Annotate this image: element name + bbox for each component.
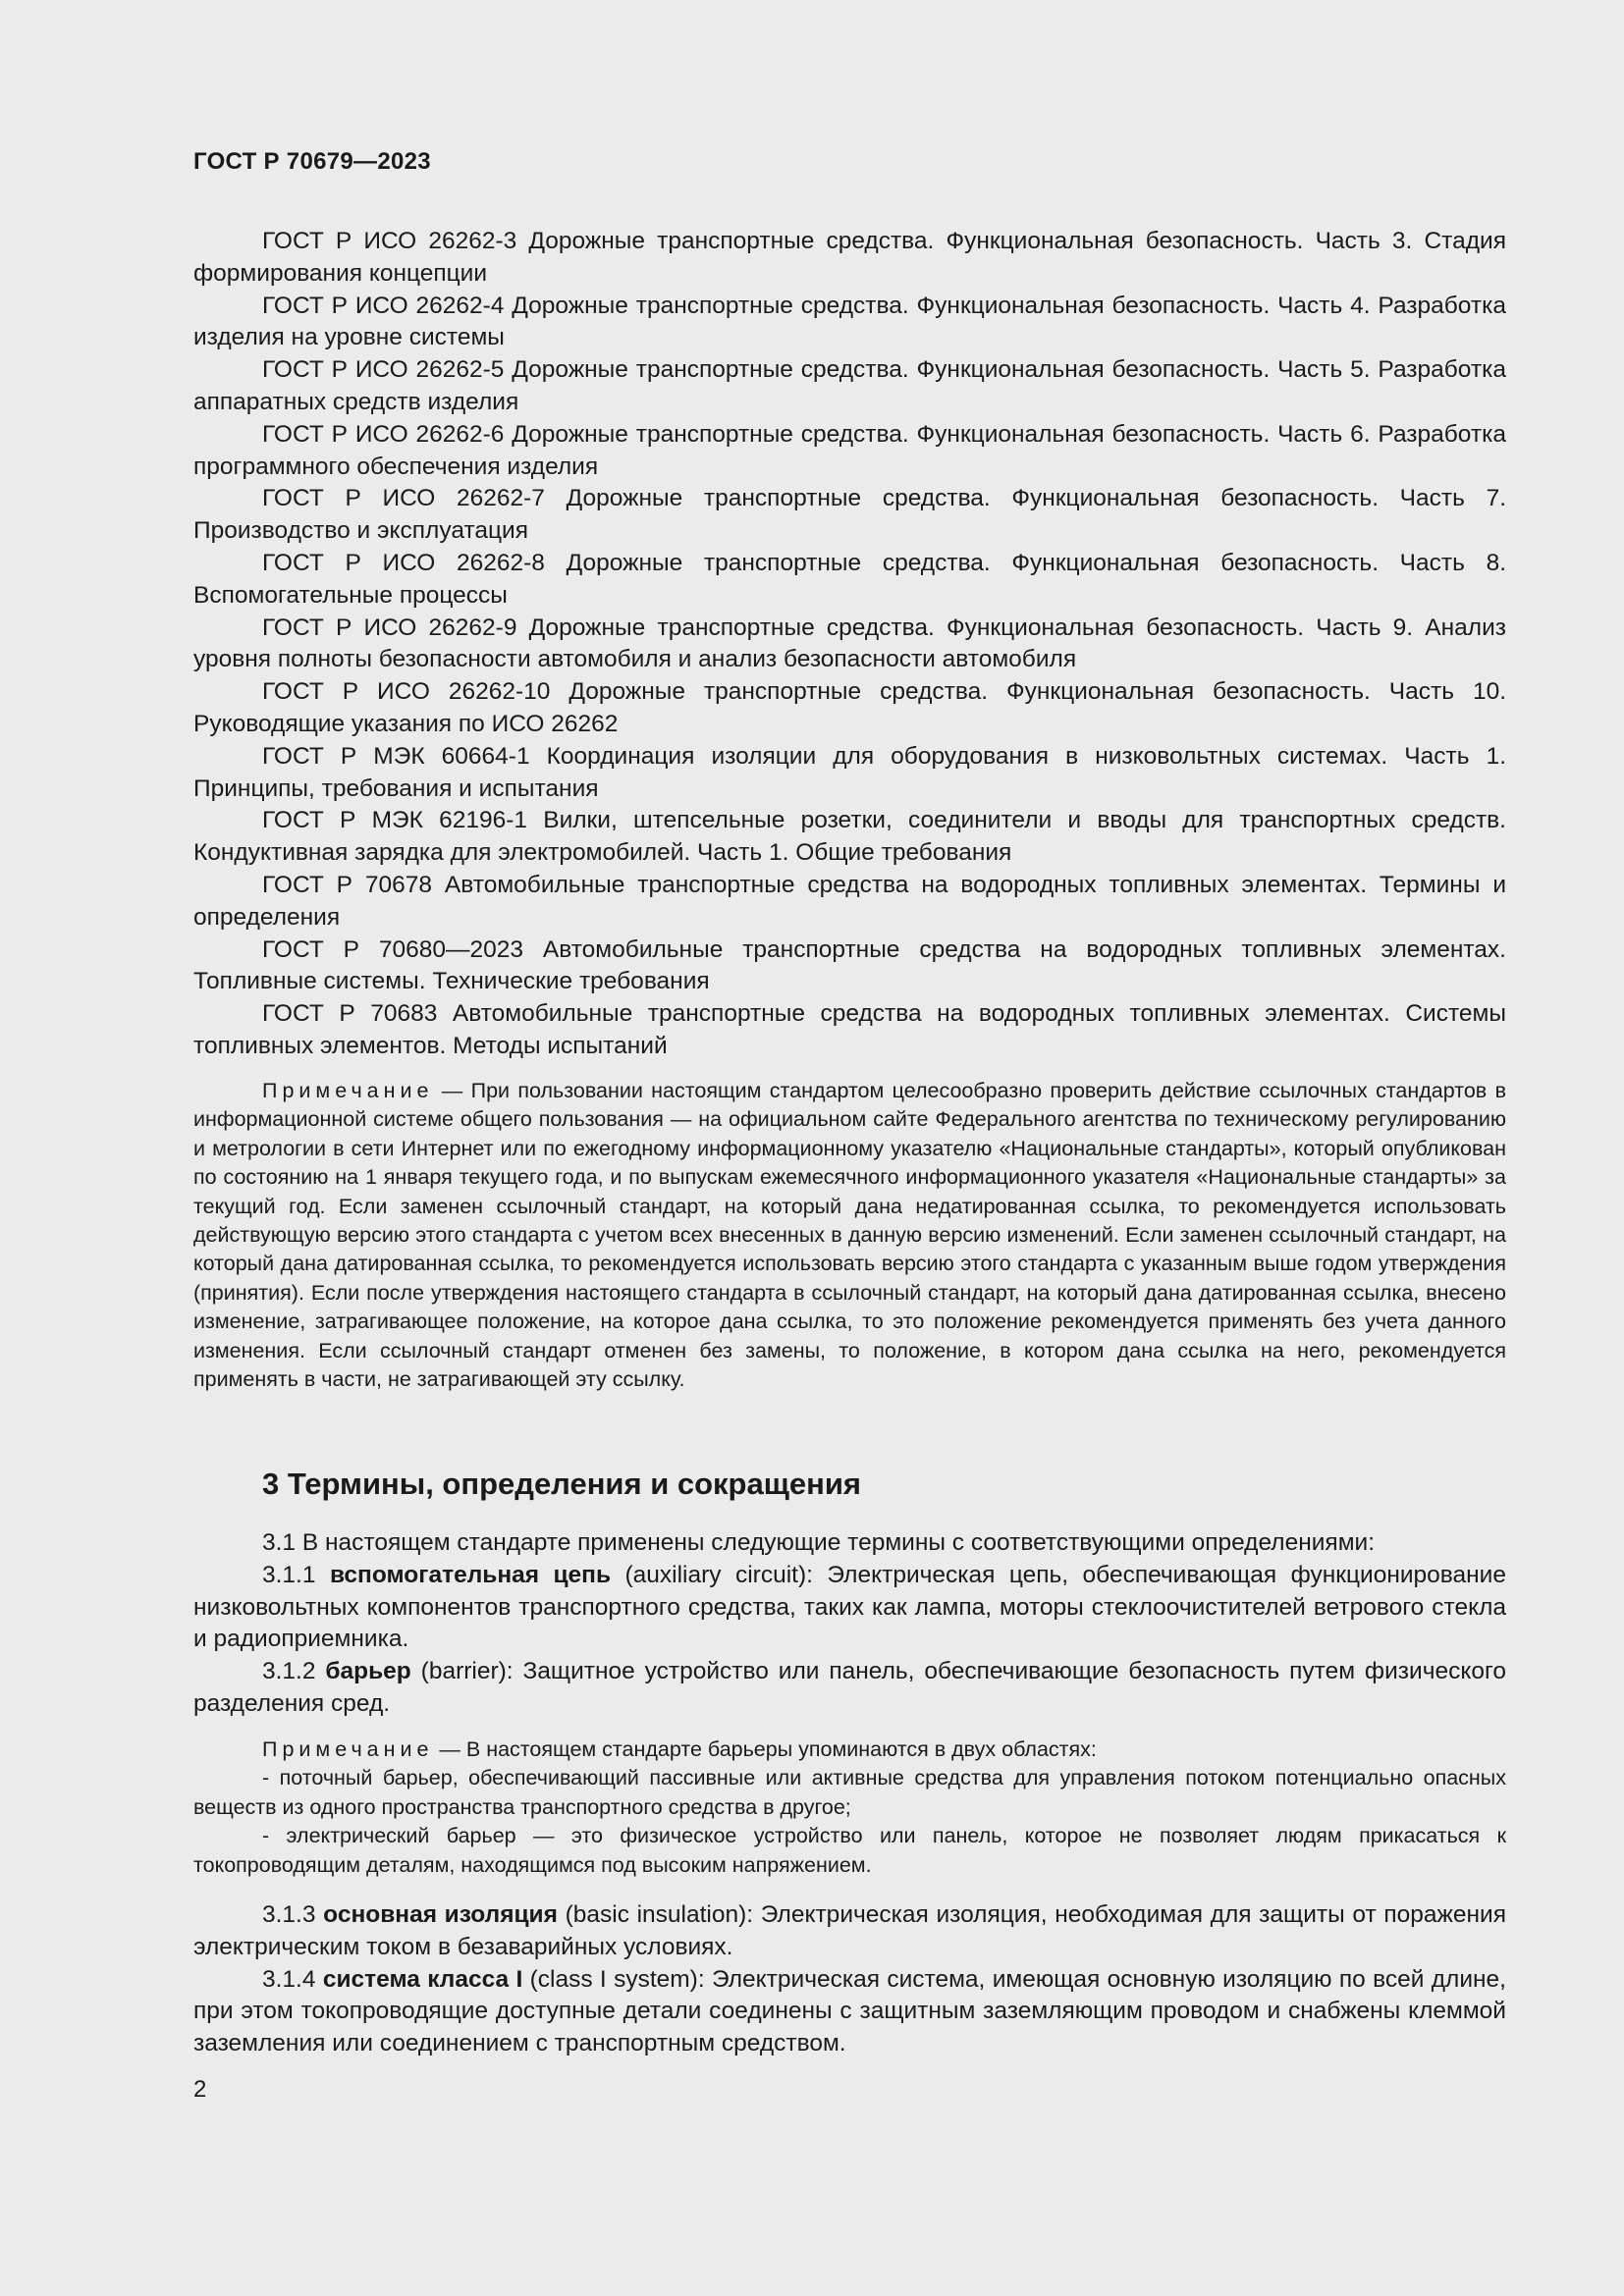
terms-block (193, 1527, 1506, 1721)
barrier-note (193, 1735, 1506, 1880)
page-number: 2 (193, 2076, 207, 2103)
reference-item: ГОСТ Р ИСО 26262-9 Дорожные транспортные средства. Функциональная безопасность. Часть 9. Анализ уровня полноты безопасности автомобиля и анализ безопасности автомобиля (193, 614, 1506, 673)
term-name: система класса I (322, 1965, 523, 1993)
terms-block-continued (193, 1899, 1506, 2060)
term-number: 3.1.4 (262, 1965, 323, 1993)
note-list-item: - электрический барьер — это физическое устройство или панель, которое не позволяет людям прикасаться к токопроводящим деталям, находящимся под высоким напряжением. (193, 1824, 1506, 1877)
reference-item: ГОСТ Р ИСО 26262-4 Дорожные транспортные средства. Функциональная безопасность. Часть 4. Разработка изделия на уровне системы (193, 292, 1506, 351)
term-number: 3.1.1 (262, 1561, 330, 1588)
reference-item: ГОСТ Р 70680—2023 Автомобильные транспортные средства на водородных топливных элементах. Топливные системы. Технические требования (193, 935, 1506, 995)
note-text: — В настоящем стандарте барьеры упоминаются в двух областях: (433, 1737, 1097, 1761)
reference-item: ГОСТ Р 70678 Автомобильные транспортные средства на водородных топливных элементах. Термины и определения (193, 871, 1506, 931)
note-paragraph (193, 1077, 1506, 1394)
note-list-item: - поточный барьер, обеспечивающий пассивные или активные средства для управления потоком потенциально опасных веществ из одного пространства транспортного средства в другое; (193, 1766, 1506, 1819)
reference-item: ГОСТ Р МЭК 60664-1 Координация изоляции для оборудования в низковольтных системах. Часть 1. Принципы, требования и испытания (193, 742, 1506, 802)
term-definition: (barrier): Защитное устройство или панель, обеспечивающие безопасность путем физического разделения сред. (193, 1658, 1506, 1717)
term-3-1-2 (193, 1656, 1506, 1721)
note-label: Примечание (262, 1079, 434, 1102)
term-3-1-4 (193, 1964, 1506, 2060)
term-definition: (basic insulation): Электрическая изоляция, необходимая для защиты от поражения электрическим током в безаварийных условиях. (193, 1901, 1506, 1960)
term-3-1-1 (193, 1560, 1506, 1656)
reference-item: ГОСТ Р ИСО 26262-7 Дорожные транспортные средства. Функциональная безопасность. Часть 7. Производство и эксплуатация (193, 485, 1506, 545)
section-heading: 3 Термины, определения и сокращения (262, 1467, 861, 1501)
term-definition: (auxiliary circuit): Электрическая цепь, обеспечивающая функционирование низковольтных компонентов транспортного средства, таких как лампа, моторы стеклоочистителей ветрового стекла и радиоприемника. (193, 1561, 1506, 1653)
references-note (193, 1077, 1506, 1394)
term-number: 3.1.3 (262, 1901, 324, 1928)
term-name: барьер (325, 1658, 411, 1685)
reference-item: ГОСТ Р ИСО 26262-5 Дорожные транспортные средства. Функциональная безопасность. Часть 5. Разработка аппаратных средств изделия (193, 356, 1506, 415)
terms-intro: 3.1 В настоящем стандарте применены следующие термины с соответствующими определениями: (262, 1529, 1376, 1556)
term-definition: (class I system): Электрическая система, имеющая основную изоляцию по всей длине, при этом токопроводящие доступные детали соединены с защитным заземляющим проводом и снабжены клеммой заземления или соединением с транспортным средством. (193, 1965, 1506, 2057)
note-text: — При пользовании настоящим стандартом целесообразно проверить действие ссылочных стандартов в информационной системе общего пользования — на официальном сайте Федерального агентства по техническому регулированию и метрологии в сети Интернет или по ежегодному информационному указателю «Национальные стандарты», который опубликован по состоянию на 1 января текущего года, и по выпускам ежемесячного информационного указателя «Национальные стандарты» за текущий год. Если заменен ссылочный стандарт, на который дана недатированная ссылка, то рекомендуется использовать действующую версию этого стандарта с учетом всех внесенных в данную версию изменений. Если заменен ссылочный стандарт, на который дана датированная ссылка, то рекомендуется использовать версию этого стандарта с указанным выше годом утверждения (принятия). Если после утверждения настоящего стандарта в ссылочный стандарт, на который дана датированная ссылка, внесено изменение, затрагивающее положение, на которое дана ссылка, то это положение рекомендуется применять без учета данного изменения. Если ссылочный стандарт отменен без замены, то положение, в котором дана ссылка на него, рекомендуется применять в части, не затрагивающей эту ссылку. (193, 1079, 1506, 1392)
note-paragraph (193, 1735, 1506, 1764)
reference-item: ГОСТ Р ИСО 26262-3 Дорожные транспортные средства. Функциональная безопасность. Часть 3. Стадия формирования концепции (193, 228, 1506, 287)
reference-item: ГОСТ Р ИСО 26262-8 Дорожные транспортные средства. Функциональная безопасность. Часть 8. Вспомогательные процессы (193, 549, 1506, 609)
reference-item: ГОСТ Р МЭК 62196-1 Вилки, штепсельные розетки, соединители и вводы для транспортных средств. Кондуктивная зарядка для электромобилей. Часть 1. Общие требования (193, 807, 1506, 867)
reference-item: ГОСТ Р 70683 Автомобильные транспортные средства на водородных топливных элементах. Системы топливных элементов. Методы испытаний (193, 1000, 1506, 1059)
note-label: Примечание (262, 1737, 434, 1761)
normative-references (193, 226, 1506, 1063)
term-number: 3.1.2 (262, 1658, 326, 1685)
reference-item: ГОСТ Р ИСО 26262-6 Дорожные транспортные средства. Функциональная безопасность. Часть 6. Разработка программного обеспечения изделия (193, 420, 1506, 480)
term-name: основная изоляция (323, 1901, 558, 1928)
term-name: вспомогательная цепь (329, 1561, 612, 1588)
term-3-1-3 (193, 1899, 1506, 1964)
document-header: ГОСТ Р 70679—2023 (193, 148, 431, 175)
reference-item: ГОСТ Р ИСО 26262-10 Дорожные транспортные средства. Функциональная безопасность. Часть 10. Руководящие указания по ИСО 26262 (193, 678, 1506, 737)
